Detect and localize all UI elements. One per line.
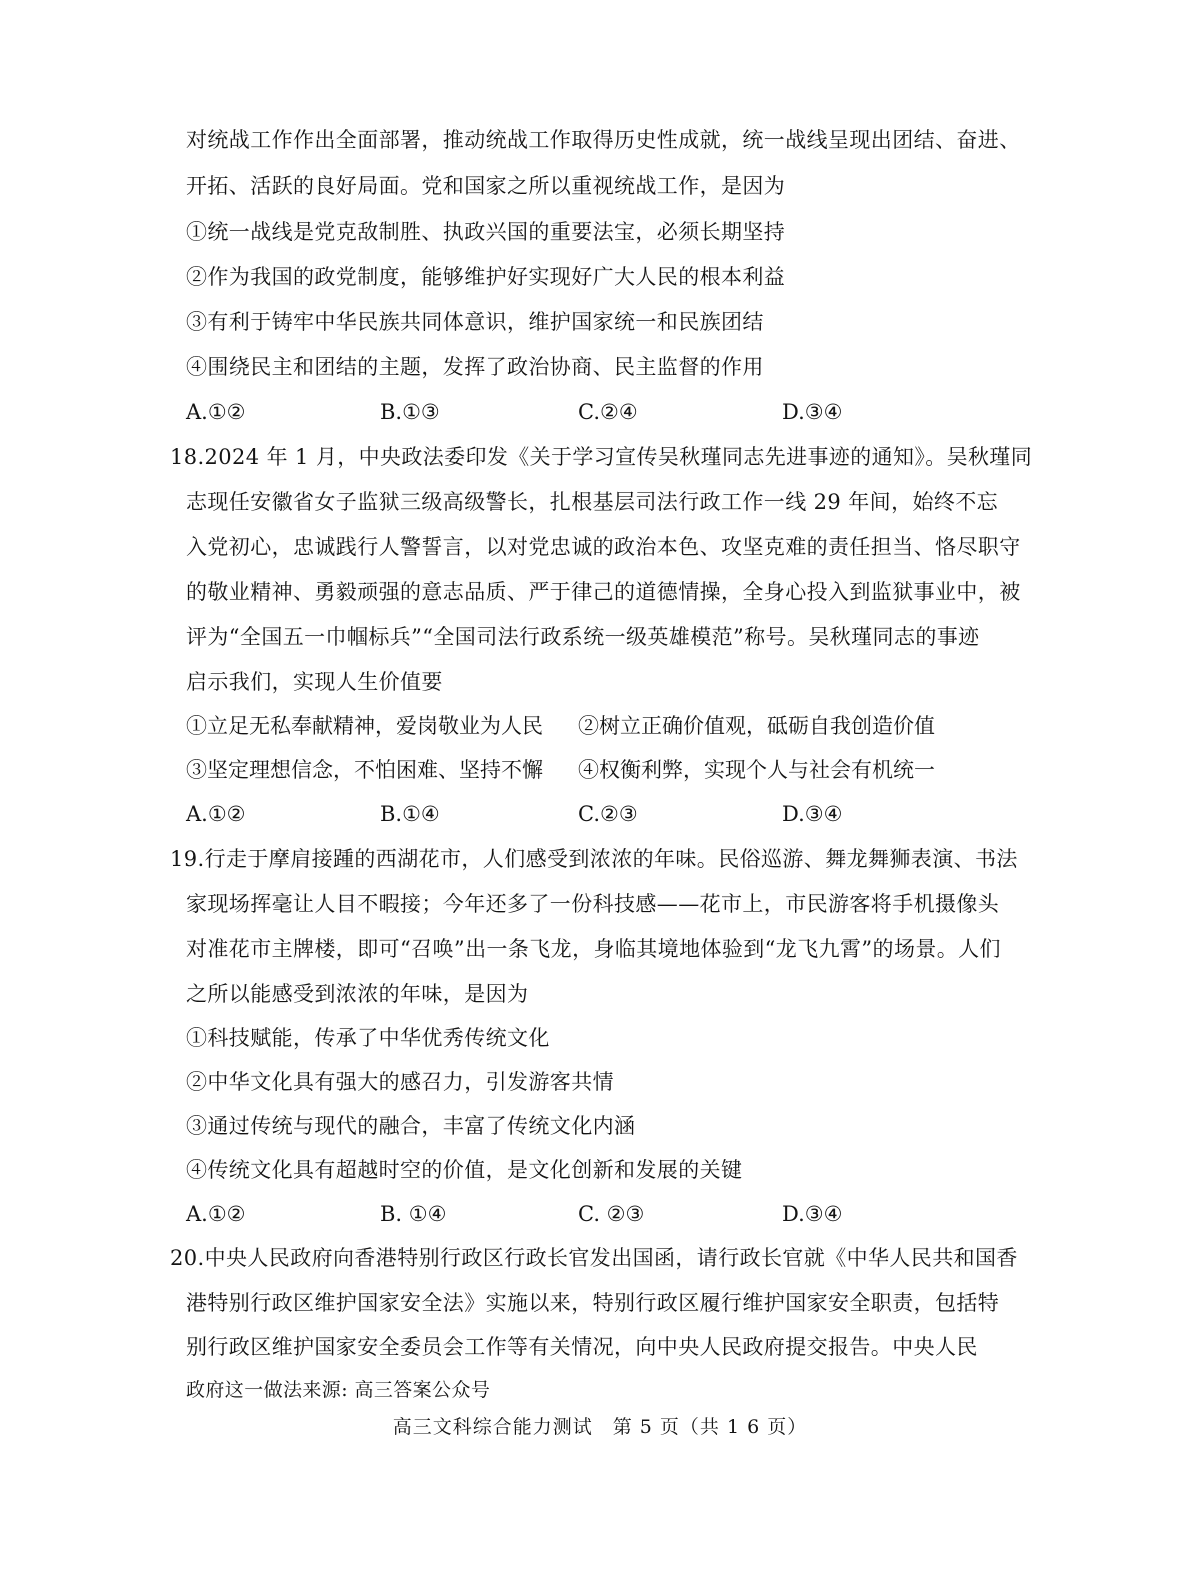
- q19-stem-line-3: 对准花市主牌楼，即可“召唤”出一条飞龙，身临其境地体验到“龙飞九霄”的场景。人们: [186, 937, 1001, 961]
- q19-statement-2: ②中华文化具有强大的感召力，引发游客共情: [186, 1070, 614, 1094]
- q18-option-b: B.①④: [380, 802, 440, 826]
- q20-stem-line-2: 港特别行政区维护国家安全法》实施以来，特别行政区履行维护国家安全职责，包括特: [186, 1291, 1000, 1315]
- q19-option-c: C. ②③: [578, 1202, 645, 1226]
- q18-stem-line-3: 入党初心，忠诚践行人警誓言，以对党忠诚的政治本色、攻坚克难的责任担当、恪尽职守: [186, 535, 1021, 559]
- q18-option-d: D.③④: [782, 802, 843, 826]
- q18-stem-line-2: 志现任安徽省女子监狱三级高级警长，扎根基层司法行政工作一线 29 年间，始终不忘: [186, 490, 999, 514]
- q17-statement-3: ③有利于铸牢中华民族共同体意识，维护国家统一和民族团结: [186, 310, 764, 334]
- q19-stem-line-4: 之所以能感受到浓浓的年味，是因为: [186, 982, 529, 1006]
- q18-stem-line-6: 启示我们，实现人生价值要: [186, 670, 443, 694]
- q17-statement-2: ②作为我国的政党制度，能够维护好实现好广大人民的根本利益: [186, 265, 786, 289]
- q18-option-a: A.①②: [186, 802, 246, 826]
- q17-statement-4: ④围绕民主和团结的主题，发挥了政治协商、民主监督的作用: [186, 355, 764, 379]
- q18-statement-3: ③坚定理想信念，不怕困难、坚持不懈: [186, 758, 543, 782]
- q17-statement-1: ①统一战线是党克敌制胜、执政兴国的重要法宝，必须长期坚持: [186, 220, 786, 244]
- q18-statement-4: ④权衡利弊，实现个人与社会有机统一: [578, 758, 935, 782]
- q18-statement-1: ①立足无私奉献精神，爱岗敬业为人民: [186, 714, 543, 738]
- q19-stem-line-2: 家现场挥毫让人目不暇接；今年还多了一份科技感——花市上，市民游客将手机摄像头: [186, 892, 1000, 916]
- q20-stem-line-1: 20.中央人民政府向香港特别行政区行政长官发出国函，请行政长官就《中华人民共和国香: [170, 1246, 1018, 1270]
- q19-option-b: B. ①④: [380, 1202, 447, 1226]
- q17-option-c: C.②④: [578, 400, 638, 424]
- q17-stem-line-1: 对统战工作作出全面部署，推动统战工作取得历史性成就，统一战线呈现出团结、奋进、: [186, 128, 1021, 152]
- q19-option-d: D.③④: [782, 1202, 843, 1226]
- q17-option-b: B.①③: [380, 400, 440, 424]
- q17-option-a: A.①②: [186, 400, 246, 424]
- q17-option-d: D.③④: [782, 400, 843, 424]
- q19-stem-line-1: 19.行走于摩肩接踵的西湖花市，人们感受到浓浓的年味。民俗巡游、舞龙舞狮表演、书法: [170, 847, 1018, 871]
- q19-option-a: A.①②: [186, 1202, 246, 1226]
- q18-stem-line-5: 评为“全国五一巾帼标兵”“全国司法行政系统一级英雄模范”称号。吴秋瑾同志的事迹: [186, 625, 980, 649]
- q20-stem-line-3: 别行政区维护国家安全委员会工作等有关情况，向中央人民政府提交报告。中央人民: [186, 1335, 978, 1359]
- q18-stem-line-4: 的敬业精神、勇毅顽强的意志品质、严于律己的道德情操，全身心投入到监狱事业中，被: [186, 580, 1021, 604]
- page-footer: 高三文科综合能力测试 第 5 页（共 1 6 页）: [392, 1416, 808, 1438]
- q19-statement-3: ③通过传统与现代的融合，丰富了传统文化内涵: [186, 1114, 636, 1138]
- q18-option-c: C.②③: [578, 802, 638, 826]
- q19-statement-4: ④传统文化具有超越时空的价值，是文化创新和发展的关键: [186, 1158, 743, 1182]
- q18-statement-2: ②树立正确价值观，砥砺自我创造价值: [578, 714, 935, 738]
- q17-stem-line-2: 开拓、活跃的良好局面。党和国家之所以重视统战工作，是因为: [186, 174, 786, 198]
- q19-statement-1: ①科技赋能，传承了中华优秀传统文化: [186, 1026, 550, 1050]
- q20-stem-line-4: 政府这一做法来源: 高三答案公众号: [186, 1379, 491, 1401]
- q18-stem-line-1: 18.2024 年 1 月，中央政法委印发《关于学习宣传吴秋瑾同志先进事迹的通知》。吴秋瑾同: [170, 445, 1033, 469]
